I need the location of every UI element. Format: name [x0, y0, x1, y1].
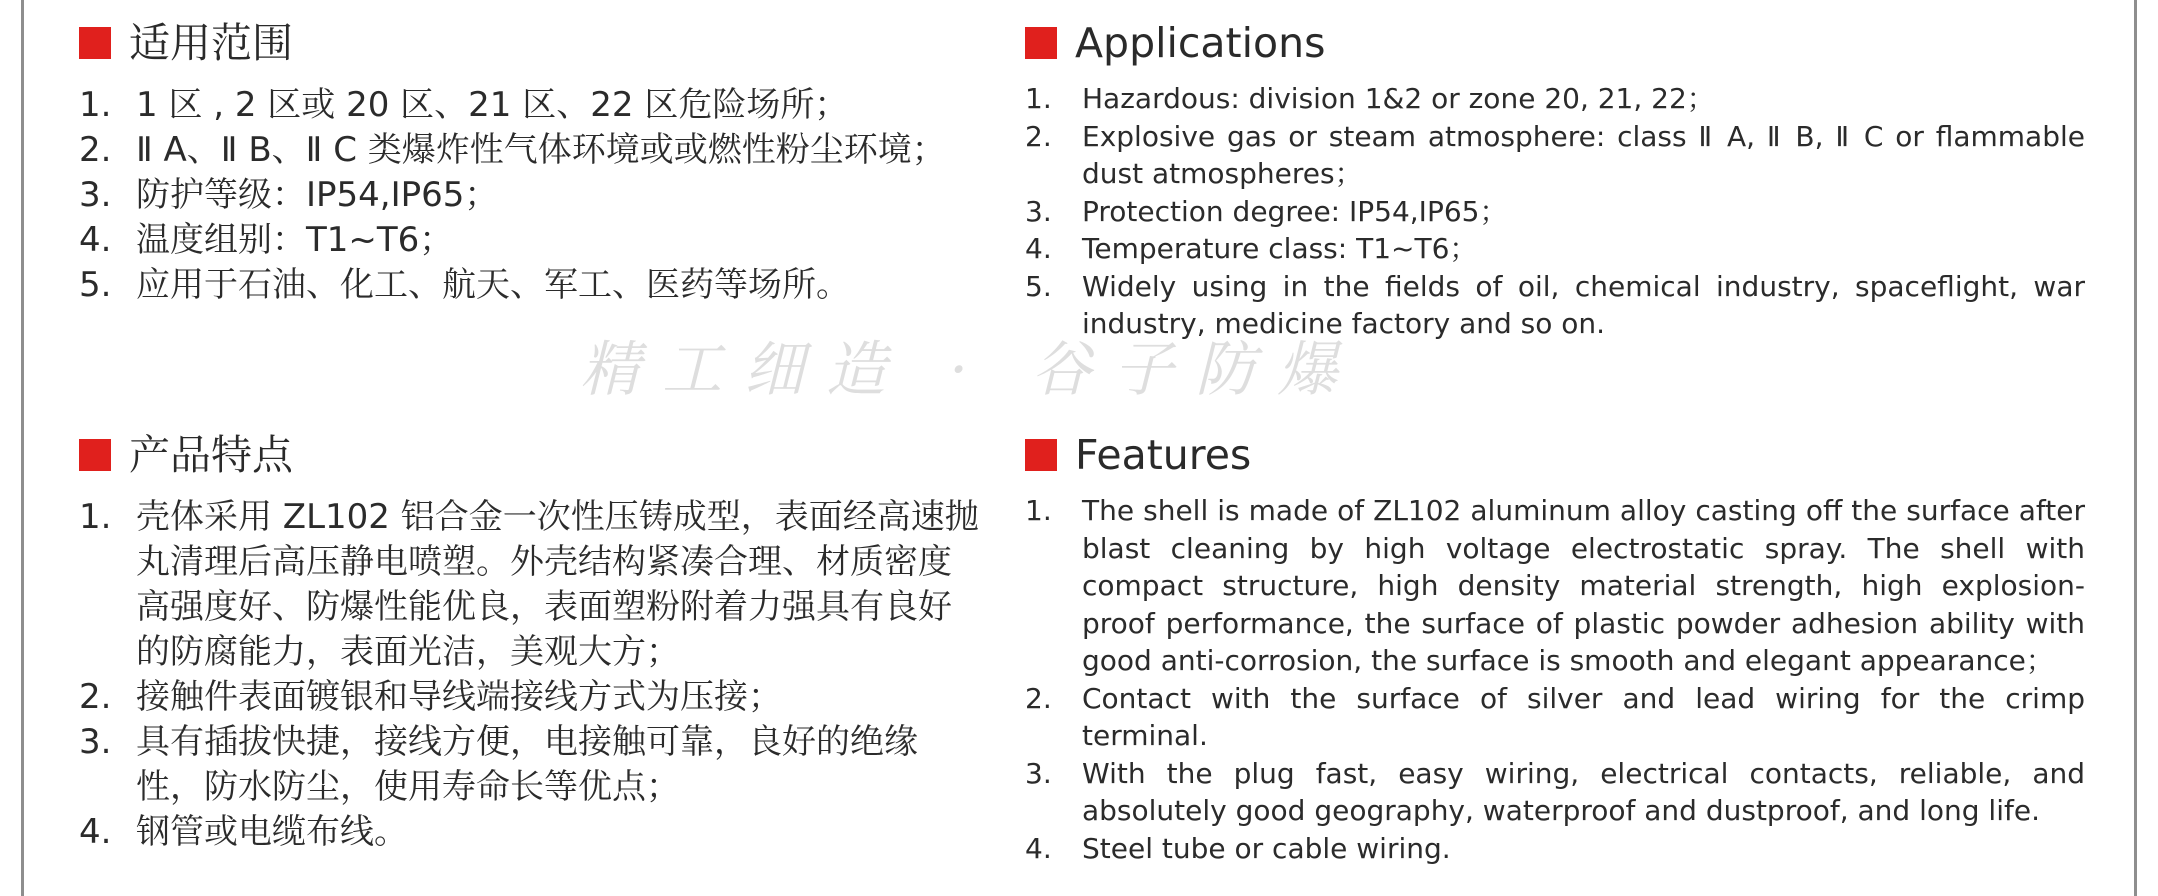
- brand-watermark: 精工细造 · 谷子防爆: [580, 335, 1360, 405]
- item-text: Contact with the surface of silver and lead wiring for the crimp terminal.: [1082, 681, 2085, 752]
- en-applications-section: [1025, 17, 2085, 343]
- zh-features-heading: [79, 429, 979, 483]
- list-item: [1025, 755, 2085, 830]
- list-item: [79, 173, 979, 218]
- zh-applications-title: 适用范围: [129, 19, 293, 67]
- right-frame-line: [2134, 0, 2137, 896]
- list-item: [1025, 830, 2085, 868]
- item-text: Temperature class: T1~T6；: [1082, 232, 1478, 265]
- item-text: Widely using in the fields of oil, chemical industry, spaceflight, war industry, medicine factory and so on.: [1082, 269, 2085, 340]
- item-text: 应用于石油、化工、航天、军工、医药等场所。: [136, 265, 850, 305]
- item-text: With the plug fast, easy wiring, electrical contacts, reliable, and absolutely good geography, waterproof and dustproof, and long life.: [1082, 756, 2085, 827]
- item-text: Explosive gas or steam atmosphere: class Ⅱ A, Ⅱ B, Ⅱ C or flammable dust atmospheres；: [1082, 119, 2085, 190]
- list-item: [79, 128, 979, 173]
- list-item: [79, 495, 979, 675]
- en-features-section: [1025, 429, 2085, 867]
- item-number: 2.: [1025, 681, 1052, 715]
- item-text: 具有插拔快捷，接线方便，电接触可靠，良好的绝缘性，防水防尘，使用寿命长等优点；: [136, 722, 918, 807]
- item-number: 3.: [79, 722, 112, 762]
- item-number: 1.: [1025, 82, 1052, 115]
- item-number: 5.: [79, 265, 112, 305]
- item-text: 接触件表面镀银和导线端接线方式为压接；: [136, 677, 782, 717]
- list-item: [1025, 230, 2085, 268]
- item-number: 2.: [79, 677, 112, 717]
- zh-applications-section: [79, 17, 979, 308]
- item-text: 1 区 , 2 区或 20 区、21 区、22 区危险场所；: [136, 85, 849, 125]
- red-square-bullet-icon: [1025, 27, 1057, 59]
- zh-applications-list: [79, 83, 979, 308]
- list-item: [79, 675, 979, 720]
- list-item: [79, 720, 979, 810]
- item-text: The shell is made of ZL102 aluminum alloy casting off the surface after blast cleaning by high voltage electrostatic spray. The shell with compact structure, high density material strength, high explosion-proof performance, the surface of plastic powder adhesion ability with good anti-corrosion, the surface is smooth and elegant appearance；: [1082, 494, 2085, 677]
- list-item: [1025, 193, 2085, 231]
- item-text: Steel tube or cable wiring.: [1082, 831, 1451, 865]
- item-number: 3.: [1025, 194, 1052, 228]
- list-item: [79, 218, 979, 263]
- item-number: 3.: [1025, 756, 1052, 790]
- item-number: 1.: [79, 85, 112, 125]
- red-square-bullet-icon: [1025, 439, 1057, 471]
- list-item: [1025, 492, 2085, 680]
- list-item: [79, 810, 979, 855]
- item-number: 2.: [1025, 119, 1052, 153]
- list-item: [79, 83, 979, 128]
- en-applications-heading: [1025, 17, 2085, 71]
- list-item: [1025, 80, 2085, 118]
- item-number: 4.: [79, 220, 112, 260]
- item-text: Hazardous: division 1&2 or zone 20, 21, 22；: [1082, 82, 1715, 115]
- item-number: 1.: [79, 497, 112, 537]
- item-text: 壳体采用 ZL102 铝合金一次性压铸成型，表面经高速抛丸清理后高压静电喷塑。外壳结构紧凑合理、材质密度高强度好、防爆性能优良，表面塑粉附着力强具有良好的防腐能力，表面光洁，美观大方；: [136, 497, 979, 672]
- list-item: [79, 263, 979, 308]
- zh-features-list: [79, 495, 979, 855]
- left-frame-line: [21, 0, 24, 896]
- en-applications-title: Applications: [1075, 19, 1326, 67]
- item-text: 防护等级：IP54,IP65；: [136, 175, 499, 215]
- item-text: Protection degree: IP54,IP65；: [1082, 194, 1508, 228]
- en-features-list: [1025, 492, 2085, 867]
- list-item: [1025, 118, 2085, 193]
- en-features-title: Features: [1075, 431, 1252, 479]
- item-text: Ⅱ A、Ⅱ B、Ⅱ C 类爆炸性气体环境或或燃性粉尘环境；: [136, 130, 946, 170]
- item-text: 温度组别：T1~T6；: [136, 220, 454, 260]
- item-number: 5.: [1025, 269, 1052, 303]
- red-square-bullet-icon: [79, 27, 111, 59]
- item-number: 4.: [1025, 831, 1052, 865]
- item-number: 4.: [79, 812, 112, 852]
- list-item: [1025, 680, 2085, 755]
- item-number: 4.: [1025, 232, 1052, 265]
- en-features-heading: [1025, 429, 2085, 483]
- item-text: 钢管或电缆布线。: [136, 812, 408, 852]
- zh-applications-heading: [79, 17, 979, 71]
- red-square-bullet-icon: [79, 439, 111, 471]
- zh-features-section: [79, 429, 979, 855]
- en-applications-list: [1025, 80, 2085, 343]
- item-number: 2.: [79, 130, 112, 170]
- item-number: 1.: [1025, 494, 1052, 527]
- item-number: 3.: [79, 175, 112, 215]
- zh-features-title: 产品特点: [129, 431, 293, 479]
